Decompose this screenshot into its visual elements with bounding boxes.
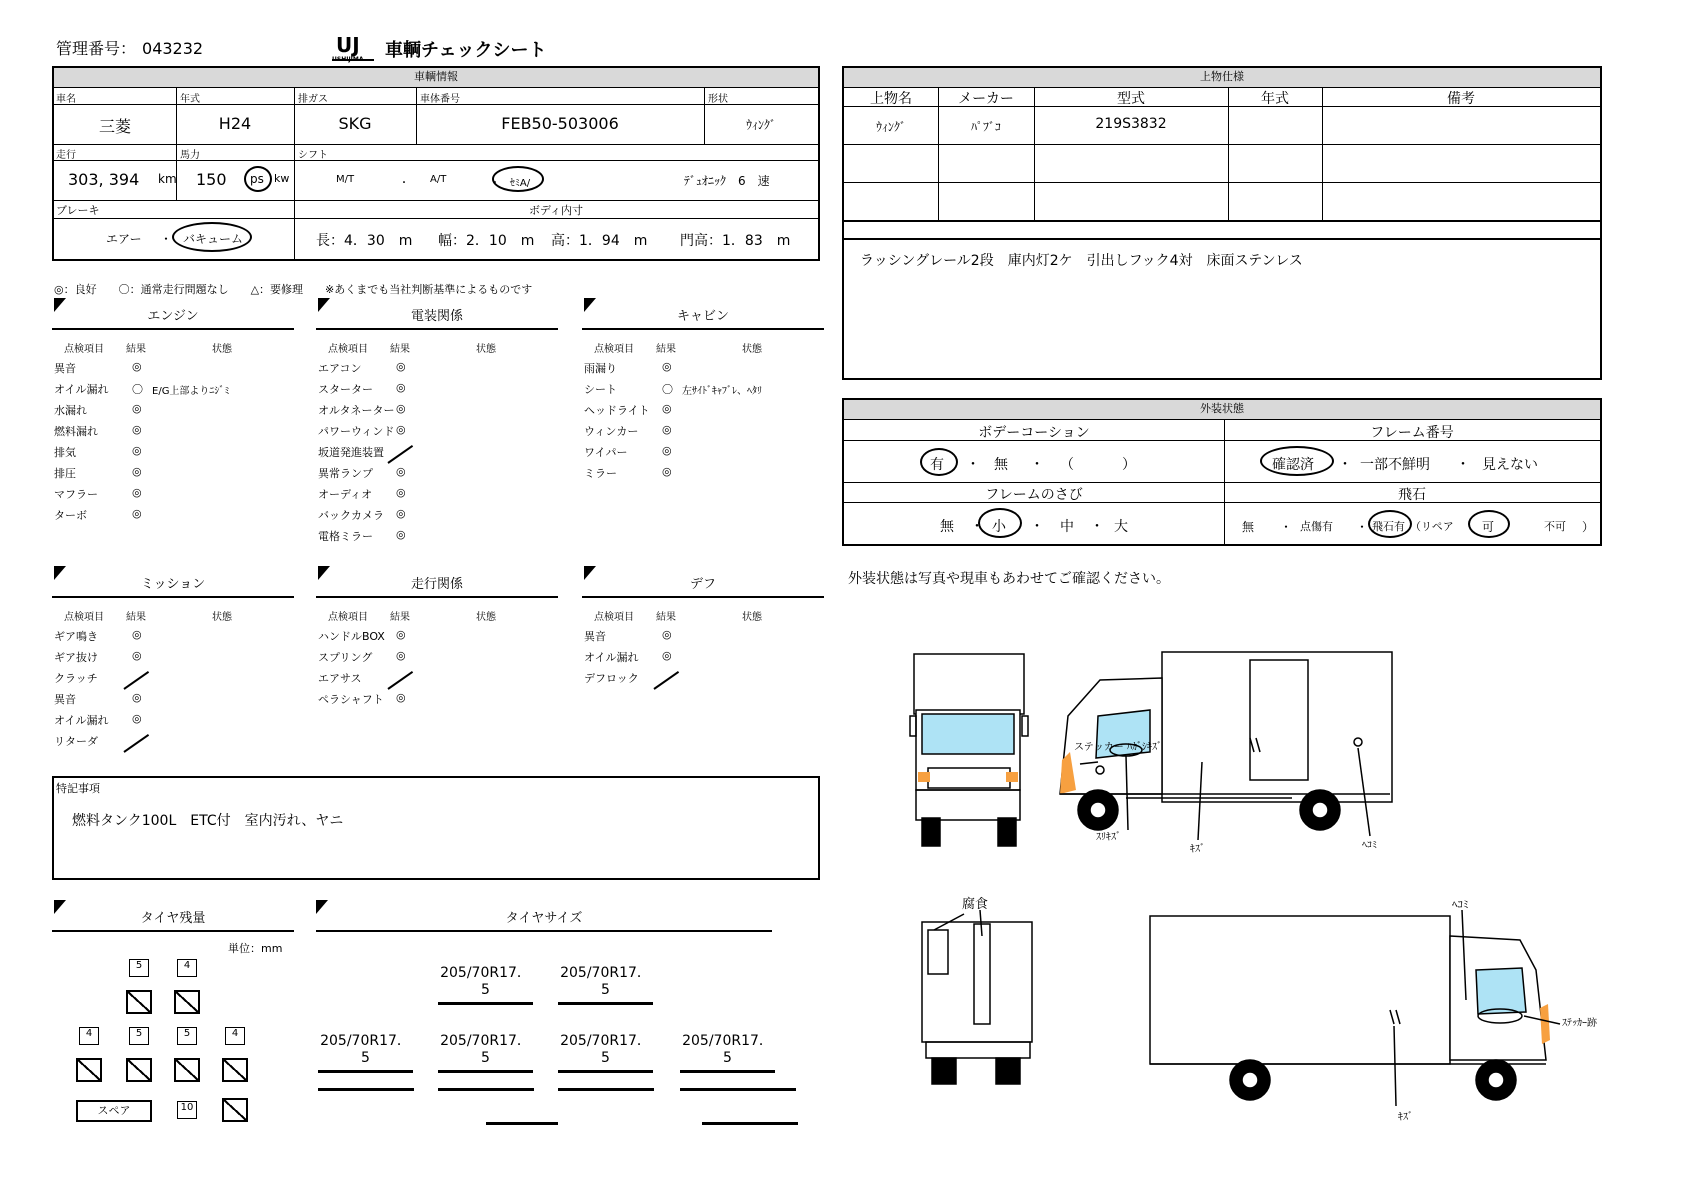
electric-item-result: ◎: [396, 507, 406, 520]
tire-spare-inner: [222, 1098, 248, 1122]
engine-title: エンジン: [52, 306, 294, 330]
engine-item-result: ◎: [132, 486, 142, 499]
electric-item-name: オーディオ: [318, 488, 373, 501]
tire-line-3: [558, 1088, 654, 1091]
label-dent-2: ﾍｺﾐ: [1452, 898, 1469, 911]
mileage-unit: km: [158, 172, 177, 186]
electric-col-result: 結果: [390, 344, 410, 355]
tire-size-title: タイヤサイズ: [316, 908, 772, 932]
cabin-item-result: 〇: [662, 383, 673, 396]
diff-item-name: オイル漏れ: [584, 651, 639, 664]
tire-spare-line-1: [486, 1122, 558, 1125]
diff-item-name: 異音: [584, 630, 606, 643]
tire-front-left: 5: [126, 956, 152, 980]
stone-separator-2: ・: [1356, 520, 1369, 534]
circle-ps: [244, 166, 272, 192]
cabin-item-result: ◎: [662, 360, 672, 373]
cabin-item-result: ◎: [662, 444, 672, 457]
value-chassis: FEB50-503006: [501, 114, 619, 133]
cabin-item-result: ◎: [662, 402, 672, 415]
coat-separator-2: ・: [1030, 457, 1044, 473]
stone-repairable: 可: [1482, 520, 1495, 534]
upper-col-model: 型式: [1117, 91, 1145, 107]
label-corrosion: 腐食: [962, 897, 989, 912]
tire-spare-line-2: [702, 1122, 798, 1125]
diff-col-item: 点検項目: [594, 612, 634, 623]
special-notes-text: 燃料タンク100L ETC付 室内汚れ、ヤニ: [72, 813, 344, 829]
engine-item-name: 排圧: [54, 467, 76, 480]
engine-item-result: 〇: [132, 383, 143, 396]
upper-col-year: 年式: [1261, 91, 1289, 107]
rust-large: 大: [1114, 519, 1128, 535]
running-item-name: エアサス: [318, 672, 362, 685]
engine-item-result: ◎: [132, 402, 142, 415]
frame-title: フレーム番号: [1370, 425, 1454, 441]
circle-coat-yes: [920, 448, 958, 476]
electric-item-result: ◎: [396, 423, 406, 436]
upper-col-notes: 備考: [1447, 91, 1475, 107]
rust-title: フレームのさび: [985, 487, 1083, 503]
coat-yes: 有: [930, 457, 944, 473]
label-power: 馬力: [180, 150, 200, 161]
cabin-item-name: ヘッドライト: [584, 404, 650, 417]
label-body-size: ボディ内寸: [528, 204, 584, 217]
engine-item-name: 異音: [54, 362, 76, 375]
logo-text: USHIJIMA: [332, 56, 364, 63]
stone-none: 無: [1242, 520, 1255, 534]
mission-item-result: ◎: [132, 691, 142, 704]
body-height: 高：1．94 m: [551, 233, 648, 249]
circle-repairable: [1468, 510, 1510, 538]
mission-item-result: ◎: [132, 628, 142, 641]
circle-vacuum: [172, 222, 252, 252]
electric-item-result: ◎: [396, 528, 406, 541]
tire-size-rear-2: 205/70R17．5: [438, 1030, 533, 1073]
label-shape: 形状: [708, 94, 728, 105]
mission-col-item: 点検項目: [64, 612, 104, 623]
tire-front-left-inner: [126, 990, 152, 1014]
engine-item-result: ◎: [132, 423, 142, 436]
engine-item-result: ◎: [132, 444, 142, 457]
tire-size-rear-1: 205/70R17．5: [318, 1030, 413, 1073]
circle-semi-at: [492, 166, 544, 192]
diff-col-result: 結果: [656, 612, 676, 623]
engine-col-state: 状態: [212, 344, 232, 355]
shift-semi-at: ｾﾐA/: [509, 178, 531, 189]
electric-item-name: バックカメラ: [318, 509, 384, 522]
power-ps: ps: [250, 172, 264, 186]
cabin-col-item: 点検項目: [594, 344, 634, 355]
tire-size-front-right: 205/70R17．5: [558, 962, 653, 1005]
electric-item-name: エアコン: [318, 362, 362, 375]
tire-remain-title: タイヤ残量: [52, 908, 294, 932]
mission-title: ミッション: [52, 574, 294, 598]
label-dent-1: ﾍｺﾐ: [1362, 840, 1377, 851]
label-sticker-scratch: ステッカー ﾊｶﾞｼｷｽﾞ: [1074, 742, 1162, 753]
tire-line-2: [438, 1088, 534, 1091]
transmission: ﾃﾞｭｵﾆｯｸ 6 速: [684, 174, 770, 188]
brake-air: エアー: [106, 232, 142, 246]
mission-col-result: 結果: [126, 612, 146, 623]
circle-frame-confirmed: [1260, 446, 1334, 476]
running-item-result: ◎: [396, 649, 406, 662]
running-item-result: ◎: [396, 691, 406, 704]
rust-separator-1: ・: [970, 519, 984, 535]
diff-item-na-slash: [653, 671, 679, 690]
mission-item-name: クラッチ: [54, 672, 98, 685]
cabin-col-result: 結果: [656, 344, 676, 355]
diff-title: デフ: [582, 574, 824, 598]
frame-confirmed: 確認済: [1272, 457, 1314, 473]
exterior-box: [842, 398, 1602, 546]
coat-paren-open: （: [1060, 457, 1074, 473]
running-item-result: ◎: [396, 628, 406, 641]
engine-item-name: 水漏れ: [54, 404, 87, 417]
cabin-item-name: シート: [584, 383, 617, 396]
engine-item-result: ◎: [132, 465, 142, 478]
engine-col-result: 結果: [126, 344, 146, 355]
label-maker: 車名: [56, 94, 76, 105]
running-item-name: ハンドルBOX: [318, 630, 385, 643]
stone-separator-1: ・: [1280, 520, 1293, 534]
engine-item-name: マフラー: [54, 488, 98, 501]
label-chassis: 車体番号: [420, 94, 460, 105]
diff-item-result: ◎: [662, 628, 672, 641]
value-shape: ｳｨﾝｸﾞ: [745, 118, 776, 132]
electric-item-name: 異常ランプ: [318, 467, 373, 480]
mission-item-result: ◎: [132, 649, 142, 662]
upper-col-maker: メーカー: [958, 91, 1014, 107]
rust-medium: 中: [1060, 519, 1074, 535]
diff-col-state: 状態: [742, 612, 762, 623]
upper-value-model: 219S3832: [1095, 116, 1167, 132]
label-scratch-2: ｷｽﾞ: [1398, 1112, 1413, 1123]
electric-item-name: オルタネーター: [318, 404, 395, 417]
tire-rear-2-inner: [126, 1058, 152, 1082]
stone-repair: （リペア: [1410, 520, 1454, 533]
vehicle-info-box: [52, 66, 820, 261]
label-year: 年式: [180, 94, 200, 105]
shift-separator-1: ・: [399, 178, 409, 189]
frame-separator-1: ・: [1338, 457, 1352, 473]
label-mileage: 走行: [56, 150, 76, 161]
brake-vacuum: バキューム: [182, 232, 243, 246]
electric-item-name: 電格ミラー: [318, 530, 373, 543]
tire-spare: 10: [174, 1098, 200, 1122]
coat-no: 無: [994, 457, 1008, 473]
stone-title: 飛石: [1398, 487, 1426, 503]
coat-paren-close: ）: [1122, 457, 1136, 473]
mgmt-number: 043232: [142, 39, 204, 58]
tire-rear-1: 4: [76, 1024, 102, 1048]
engine-item-name: 燃料漏れ: [54, 425, 98, 438]
tire-front-right-inner: [174, 990, 200, 1014]
engine-col-item: 点検項目: [64, 344, 104, 355]
label-scratch-1: ｷｽﾞ: [1190, 844, 1205, 855]
electric-col-state: 状態: [476, 344, 496, 355]
coat-title: ボデーコーション: [978, 425, 1090, 441]
cabin-title: キャビン: [582, 306, 824, 330]
electric-item-name: パワーウィンド: [318, 425, 395, 438]
label-brake: ブレーキ: [56, 204, 100, 217]
power-kw: kw: [274, 172, 290, 185]
upper-spec-header: 上物仕様: [844, 68, 1600, 88]
brake-separator: ・: [160, 232, 173, 246]
cabin-item-name: 雨漏り: [584, 362, 617, 375]
upper-spec-box: [842, 66, 1602, 380]
running-col-state: 状態: [476, 612, 496, 623]
cabin-item-name: ミラー: [584, 467, 617, 480]
label-rub-scratch: ｽﾘｷｽﾞ: [1096, 832, 1121, 843]
exterior-note: 外装状態は写真や現車もあわせてご確認ください。: [848, 571, 1170, 587]
mission-item-result: ◎: [132, 712, 142, 725]
tire-line-1: [318, 1088, 414, 1091]
mission-item-name: ギア抜け: [54, 651, 98, 664]
svg-text:UJ: UJ: [336, 34, 360, 57]
label-shift: シフト: [298, 150, 328, 161]
engine-item-result: ◎: [132, 507, 142, 520]
rust-separator-3: ・: [1090, 519, 1104, 535]
cabin-item-state: 左ｻｲﾄﾞｷｬﾌﾞﾚ、ﾍﾀﾘ: [682, 386, 762, 397]
electric-item-name: スターター: [318, 383, 373, 396]
tire-rear-4-inner: [222, 1058, 248, 1082]
exterior-header: 外装状態: [844, 400, 1600, 420]
tire-unit: 単位：mm: [228, 942, 283, 955]
shift-mt: M/T: [336, 174, 355, 185]
value-emission: SKG: [338, 114, 372, 133]
running-title: 走行関係: [316, 574, 558, 598]
running-item-name: ペラシャフト: [318, 693, 384, 706]
tire-size-rear-4: 205/70R17．5: [680, 1030, 775, 1073]
circle-rust-small: [978, 508, 1022, 538]
shift-at: A/T: [430, 174, 447, 185]
coat-separator-1: ・: [966, 457, 980, 473]
tire-front-right: 4: [174, 956, 200, 980]
tire-line-4: [680, 1088, 796, 1091]
mission-col-state: 状態: [212, 612, 232, 623]
stone-not-repairable: 不可: [1544, 520, 1566, 533]
body-length: 長：4．30 m: [316, 233, 413, 249]
cabin-col-state: 状態: [742, 344, 762, 355]
cabin-item-result: ◎: [662, 423, 672, 436]
electric-item-result: ◎: [396, 486, 406, 499]
tire-rear-3-inner: [174, 1058, 200, 1082]
mission-item-na-slash: [123, 671, 149, 690]
electric-title: 電装関係: [316, 306, 558, 330]
engine-item-name: オイル漏れ: [54, 383, 109, 396]
diff-item-result: ◎: [662, 649, 672, 662]
truck-diagram: [900, 640, 1670, 1170]
upper-value-name: ｳｨﾝｸﾞ: [875, 120, 906, 134]
shift-separator-2: ・: [490, 178, 500, 189]
engine-item-result: ◎: [132, 360, 142, 373]
special-notes-box: [52, 776, 820, 880]
tire-rear-3: 5: [174, 1024, 200, 1048]
tire-rear-2: 5: [126, 1024, 152, 1048]
stone-paren-close: ）: [1582, 520, 1595, 534]
electric-col-item: 点検項目: [328, 344, 368, 355]
stone-chips: 点傷有: [1300, 520, 1333, 533]
running-item-na-slash: [387, 671, 413, 690]
value-year: H24: [218, 114, 252, 133]
cabin-item-name: ウィンカー: [584, 425, 639, 438]
upper-col-name: 上物名: [870, 91, 912, 107]
spare-label: スペア: [76, 1100, 152, 1122]
cabin-item-name: ワイパー: [584, 446, 628, 459]
running-col-item: 点検項目: [328, 612, 368, 623]
value-mileage: 303, 394: [68, 170, 140, 189]
electric-item-result: ◎: [396, 465, 406, 478]
mission-item-name: 異音: [54, 693, 76, 706]
electric-item-result: ◎: [396, 402, 406, 415]
engine-item-name: 排気: [54, 446, 76, 459]
mission-item-name: オイル漏れ: [54, 714, 109, 727]
value-power: 150: [196, 170, 227, 189]
page-title: 車輌チェックシート: [385, 40, 547, 61]
frame-not-visible: 見えない: [1482, 457, 1538, 473]
circle-stone-hit: [1368, 510, 1412, 538]
body-width: 幅：2．10 m: [438, 233, 535, 249]
special-notes-title: 特記事項: [56, 782, 100, 795]
tire-rear-1-inner: [76, 1058, 102, 1082]
value-maker: 三菱: [98, 117, 131, 136]
electric-item-name: 坂道発進装置: [318, 446, 384, 459]
running-col-result: 結果: [390, 612, 410, 623]
tire-rear-4: 4: [222, 1024, 248, 1048]
label-emission: 排ガス: [298, 94, 328, 105]
frame-partial: 一部不鮮明: [1360, 457, 1430, 473]
engine-item-state: E/G上部よりﾆｼﾞﾐ: [152, 386, 230, 397]
rating-legend: ◎：良好 〇：通常走行問題なし △：要修理 ※あくまでも当社判断基準によるものです: [54, 283, 533, 296]
frame-separator-2: ・: [1456, 457, 1470, 473]
rust-none: 無: [940, 519, 954, 535]
mgmt-label: 管理番号： 043232: [56, 39, 204, 58]
vehicle-info-header: 車輌情報: [54, 68, 818, 88]
electric-item-na-slash: [387, 445, 413, 464]
electric-item-result: ◎: [396, 360, 406, 373]
mission-item-name: ギア鳴き: [54, 630, 98, 643]
mission-item-name: リターダ: [54, 735, 98, 748]
electric-item-result: ◎: [396, 381, 406, 394]
mission-item-na-slash: [123, 734, 149, 753]
rust-small: 小: [992, 519, 1006, 535]
rust-separator-2: ・: [1030, 519, 1044, 535]
upper-value-maker: ﾊﾟﾌﾞｺ: [970, 120, 1001, 134]
diff-item-name: デフロック: [584, 672, 639, 685]
label-sticker-mark: ｽﾃｯｶｰ跡: [1562, 1018, 1597, 1029]
engine-item-name: ターボ: [54, 509, 87, 522]
running-item-name: スプリング: [318, 651, 373, 664]
door-height: 門高：1．83 m: [680, 233, 791, 249]
cabin-item-result: ◎: [662, 465, 672, 478]
tire-size-rear-3: 205/70R17．5: [558, 1030, 653, 1073]
upper-note: ラッシングレール2段 庫内灯2ケ 引出しフック4対 床面ステンレス: [860, 253, 1303, 269]
stone-hit: 飛石有: [1372, 520, 1405, 533]
tire-size-front-left: 205/70R17．5: [438, 962, 533, 1005]
